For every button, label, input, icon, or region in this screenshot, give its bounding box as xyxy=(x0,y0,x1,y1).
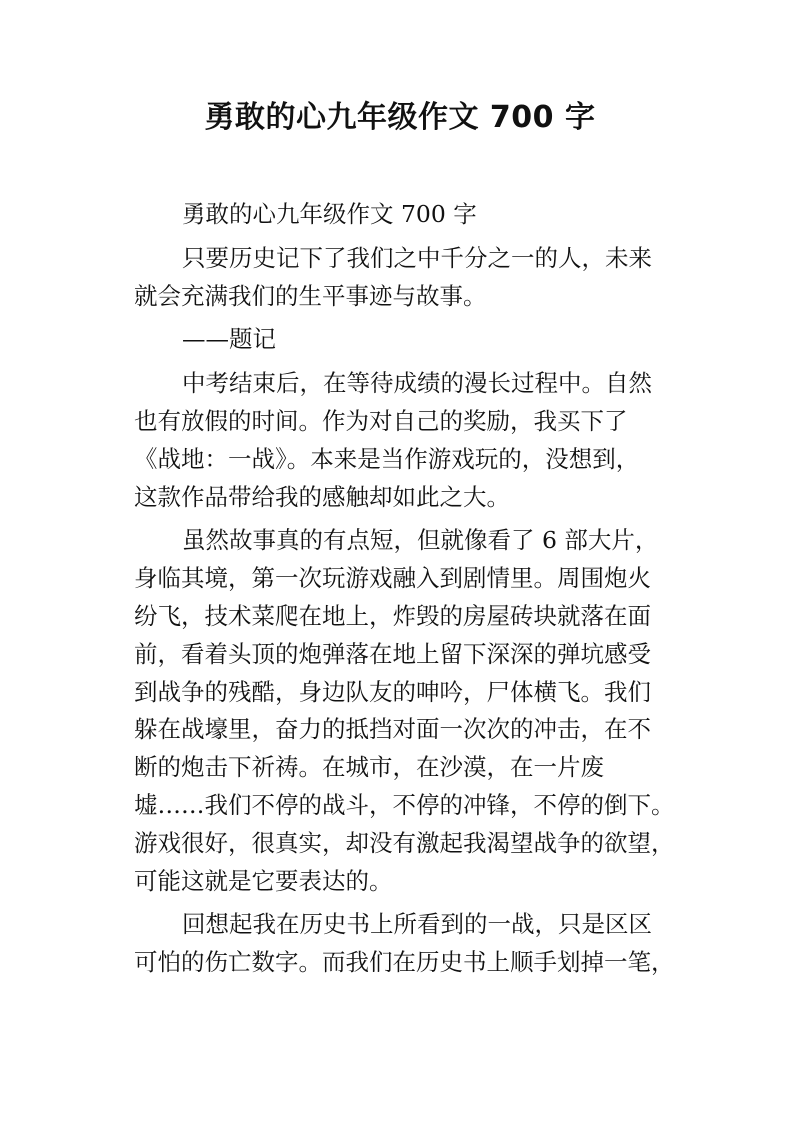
paragraph xyxy=(134,365,680,516)
document-title: 勇敢的心九年级作文 700 字 xyxy=(204,100,596,135)
paragraph-line: 这款作品带给我的感触却如此之大。 xyxy=(134,482,510,511)
paragraph-line: 就会充满我们的生平事迹与故事。 xyxy=(134,281,487,310)
paragraph-line: 前，看着头顶的炮弹落在地上留下深深的弹坑感受 xyxy=(134,639,651,668)
paragraph-line: 纷飞，技术菜爬在地上，炸毁的房屋砖块就落在面 xyxy=(134,601,651,630)
paragraph-line: 中考结束后，在等待成绩的漫长过程中。自然 xyxy=(182,369,652,398)
paragraph xyxy=(134,240,680,316)
paragraph-line: 虽然故事真的有点短，但就像看了 6 部大片， xyxy=(182,526,659,555)
paragraph-line: 断的炮击下祈祷。在城市，在沙漠，在一片废 xyxy=(134,753,604,782)
paragraph-line: 只要历史记下了我们之中千分之一的人，未来 xyxy=(182,243,652,272)
paragraph-line: ——题记 xyxy=(182,325,276,354)
paragraph xyxy=(134,906,680,982)
paragraph-line: 可能这就是它要表达的。 xyxy=(134,866,393,895)
paragraph-line: 《战地：一战》。本来是当作游戏玩的，没想到， xyxy=(134,444,640,473)
paragraph-line: 勇敢的心九年级作文 700 字 xyxy=(182,200,477,228)
paragraph-line: 游戏很好，很真实，却没有激起我渴望战争的欲望， xyxy=(134,828,675,857)
paragraph-line: 身临其境，第一次玩游戏融入到剧情里。周围炮火 xyxy=(134,564,651,593)
paragraph-line: 躲在战壕里，奋力的抵挡对面一次次的冲击，在不 xyxy=(134,715,651,744)
paragraph-line: 也有放假的时间。作为对自己的奖励，我买下了 xyxy=(134,406,628,435)
paragraph-line: 墟……我们不停的战斗，不停的冲锋，不停的倒下。 xyxy=(134,790,675,819)
paragraph xyxy=(134,522,680,900)
paragraph-line: 可怕的伤亡数字。而我们在历史书上顺手划掉一笔， xyxy=(134,948,675,977)
document-body xyxy=(134,196,680,982)
paragraph xyxy=(134,321,680,359)
paragraph-line: 到战争的残酷，身边队友的呻吟，尸体横飞。我们 xyxy=(134,677,651,706)
paragraph xyxy=(134,196,680,234)
paragraph-line: 回想起我在历史书上所看到的一战，只是区区 xyxy=(182,910,652,939)
